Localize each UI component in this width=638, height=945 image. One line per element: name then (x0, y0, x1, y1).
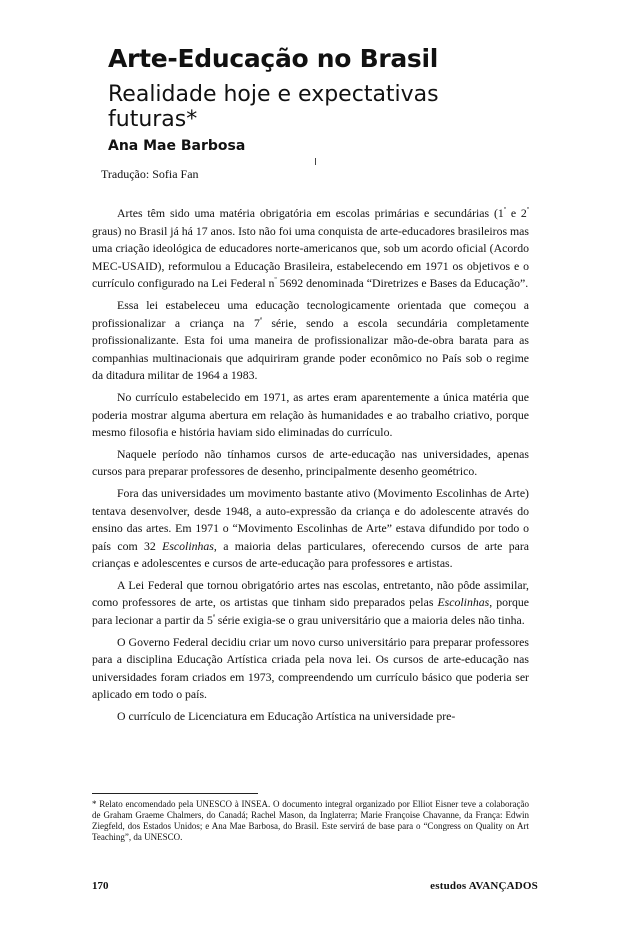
paragraph-5-text-b: , a maioria delas particulares, oferecendo cursos de arte para crianças e adolescentes e cursos de arte-educação para professores e artistas. (92, 538, 529, 571)
paragraph-1-text-c: graus) no Brasil já há 17 anos. Isto não foi uma conquista de arte-educadores brasileiros mas uma criação ideológica de educadores norte-americanos que, sob um acordo oficial (Acordo MEC-USAID), reformulou a Educação Brasileira, estabelecendo em 1971 os objetivos e o currículo configurado na Lei Federal n (92, 223, 530, 291)
paragraph-4: Naquele período não tínhamos cursos de arte-educação nas universidades, apenas cursos para preparar professores de desenho, principalmente desenho geométrico. (92, 446, 529, 479)
paragraph-1-text-a: Artes têm sido uma matéria obrigatória em escolas primárias e secundárias (1 (117, 206, 504, 220)
ordinal-mark: ª (212, 613, 215, 622)
ordinal-mark: ª (259, 315, 262, 324)
paragraph-6-text-c: série exigia-se o grau universitário que a maioria deles não tinha. (214, 613, 525, 628)
translation-credit: Tradução: Sofia Fan (101, 167, 199, 181)
paragraph-6-text-a: A Lei Federal que tornou obrigatório artes nas escolas, entretanto, não pôde assimilar, como professores de arte, os artistas que tinham sido preparados pelas (92, 577, 529, 610)
journal-name: estudos AVANÇADOS (430, 880, 538, 892)
article-subtitle: Realidade hoje e expectativas futuras* (108, 82, 439, 132)
ordinal-mark: º (274, 276, 277, 285)
paragraph-8: O currículo de Licenciatura em Educação Artística na universidade pre- (117, 709, 456, 724)
paragraph-7: O Governo Federal decidiu criar um novo curso universitário para preparar professores para a disciplina Educação Artística criada pela nova lei. Os cursos de arte-educação nas universidades foram criados em 1973, compreendendo um currículo básico que poderia ser aplicado em todo o país. (92, 634, 529, 702)
stray-mark (315, 158, 316, 165)
escolinhas-term: Escolinhas (162, 538, 214, 553)
paragraph-6 (92, 577, 529, 630)
paragraph-2-text-b: série, sendo a escola secundária completamente profissionalizante. Esta foi uma maneira de profissionalizar mão-de-obra barata para as companhias multinacionais que adquiriram grande poder econômico no País sob o regime da ditadura militar de 1964 a 1983. (92, 315, 529, 383)
page-number: 170 (92, 880, 109, 892)
paragraph-6-text-b: , porque para lecionar a partir da 5 (92, 595, 529, 628)
escolinhas-term: Escolinhas (437, 595, 490, 610)
footnote: * Relato encomendado pela UNESCO à INSEA. O documento integral organizado por Elliot Eisner teve a colaboração de Graham Graeme Chalmers, do Canadá; Rachel Mason, da Inglaterra; Marie Françoise Chavanne, da França: Edwin Ziegfeld, dos Estados Unidos; e Ana Mae Barbosa, do Brasil. Este servirá de base para o “Congress on Quality on Art Teaching”, da UNESCO. (92, 799, 529, 842)
paragraph-1 (92, 205, 529, 293)
paragraph-5 (92, 485, 529, 573)
article-body (92, 205, 529, 730)
article-title: Arte-Educação no Brasil (108, 44, 439, 73)
footnote-divider (92, 793, 258, 794)
ordinal-mark: º (526, 206, 529, 215)
author-name: Ana Mae Barbosa (108, 138, 246, 154)
paragraph-5-text-a: Fora das universidades um movimento bastante ativo (Movimento Escolinhas de Arte) tentava desenvolver, desde 1948, a auto-expressão da criança e do adolescente através do ensino das artes. Em 1971 o “Movimento Escolinhas de Arte” estava difundido por todo o país com 32 (92, 485, 529, 553)
paragraph-2-text-a: Essa lei estabeleceu uma educação tecnologicamente orientada que começou a profissionalizar a criança na 7 (92, 297, 529, 330)
paragraph-2 (92, 297, 529, 385)
paragraph-1-text-b: e 2 (505, 206, 527, 220)
paragraph-1-text-d: 5692 denominada “Diretrizes e Bases da Educação”. (276, 276, 529, 291)
ordinal-mark: º (503, 206, 506, 215)
paragraph-3: No currículo estabelecido em 1971, as artes eram aparentemente a única matéria que poderia mostrar alguma abertura em relação às humanidades e ao trabalho criativo, porque mesmo filosofia e história haviam sido eliminadas do currículo. (92, 389, 529, 440)
